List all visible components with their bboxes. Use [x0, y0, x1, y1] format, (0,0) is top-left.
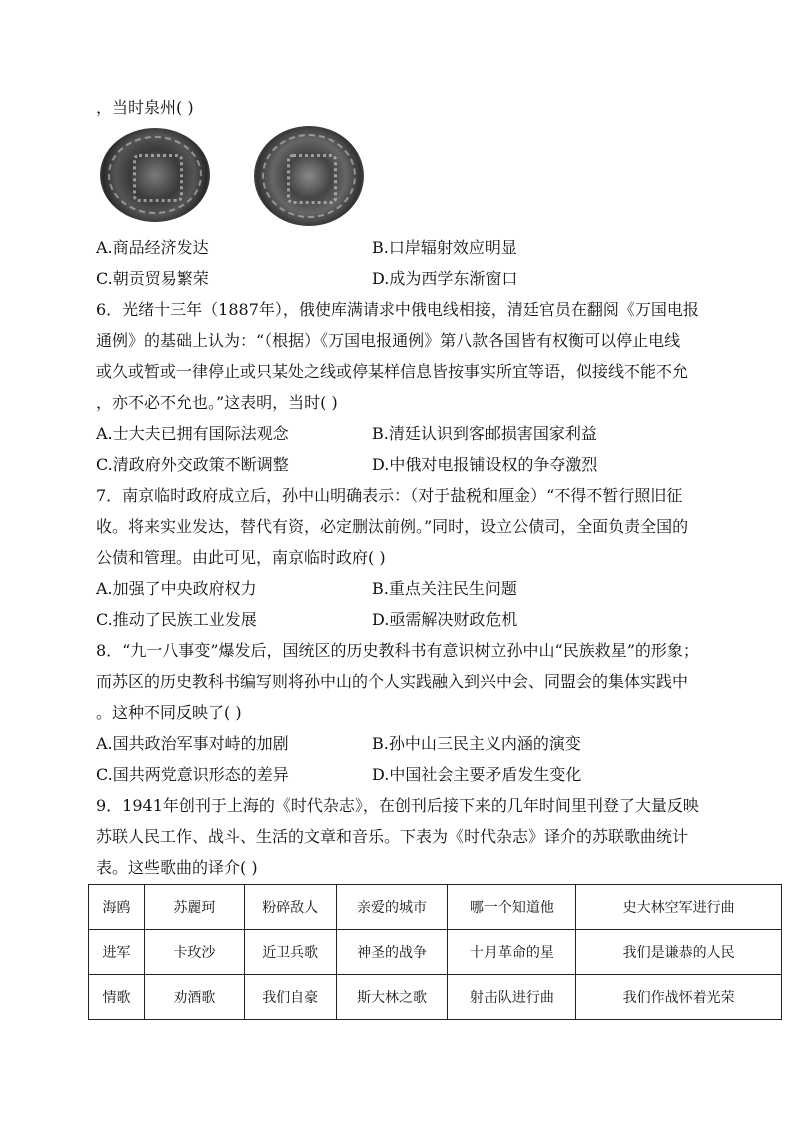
q6-option-d[interactable]: D.中俄对电报铺设权的争夺激烈 [372, 455, 598, 474]
q9-stem-line-3: 表。这些歌曲的译介( ) [96, 858, 258, 877]
table-cell: 射击队进行曲 [448, 975, 576, 1020]
q7-option-b[interactable]: B.重点关注民生问题 [372, 579, 517, 598]
coin-image-2 [254, 126, 364, 226]
table-cell: 劝酒歌 [144, 975, 244, 1020]
table-cell: 十月革命的星 [448, 930, 576, 975]
q7-option-c[interactable]: C.推动了民族工业发展 [96, 610, 257, 629]
table-cell: 海鸥 [89, 885, 145, 930]
coin-image-1 [100, 128, 210, 222]
q8-option-b[interactable]: B.孙中山三民主义内涵的演变 [372, 734, 581, 753]
soviet-songs-table [88, 884, 782, 1020]
q6-stem-line-2: 通例》的基础上认为：“（根据）《万国电报通例》第八款各国皆有权衡可以停止电线 [96, 331, 681, 350]
q5-option-c[interactable]: C.朝贡贸易繁荣 [96, 269, 209, 288]
q9-stem-line-2: 苏联人民工作、战斗、生活的文章和音乐。下表为《时代杂志》译介的苏联歌曲统计 [96, 827, 689, 846]
table-cell: 亲爱的城市 [336, 885, 448, 930]
q6-option-b[interactable]: B.清廷认识到客邮损害国家利益 [372, 424, 597, 443]
table-cell: 粉碎敌人 [244, 885, 336, 930]
table-cell: 近卫兵歌 [244, 930, 336, 975]
q8-stem-line-2: 而苏区的历史教科书编写则将孙中山的个人实践融入到兴中会、同盟会的集体实践中 [96, 672, 689, 691]
q6-option-a[interactable]: A.士大夫已拥有国际法观念 [96, 424, 289, 443]
q5-stem-tail: ，当时泉州( ) [96, 98, 194, 117]
q5-option-b[interactable]: B.口岸辐射效应明显 [372, 238, 517, 257]
table-row [89, 930, 782, 975]
q8-stem-line-3: 。这种不同反映了( ) [96, 703, 242, 722]
q6-stem-line-1: 6．光绪十三年（1887年），俄使库满请求中俄电线相接，清廷官员在翻阅《万国电报 [96, 300, 699, 319]
q8-stem-line-1: 8．“九一八事变”爆发后，国统区的历史教科书有意识树立孙中山“民族救星”的形象； [96, 641, 699, 660]
table-cell: 斯大林之歌 [336, 975, 448, 1020]
table-cell: 情歌 [89, 975, 145, 1020]
table-cell: 神圣的战争 [336, 930, 448, 975]
q5-option-d[interactable]: D.成为西学东渐窗口 [372, 269, 518, 288]
q8-option-a[interactable]: A.国共政治军事对峙的加剧 [96, 734, 289, 753]
table-cell: 苏麗珂 [144, 885, 244, 930]
q6-option-c[interactable]: C.清政府外交政策不断调整 [96, 455, 289, 474]
table-row [89, 885, 782, 930]
table-cell: 我们自豪 [244, 975, 336, 1020]
table-cell: 史大林空军进行曲 [576, 885, 782, 930]
q6-stem-line-3: 或久或暂或一律停止或只某处之线或停某样信息皆按事实所宜等语，似接线不能不允 [96, 362, 689, 381]
table-row [89, 975, 782, 1020]
q6-stem-line-4: ，亦不必不允也。”这表明，当时( ) [96, 393, 338, 412]
table-cell: 进军 [89, 930, 145, 975]
q8-option-d[interactable]: D.中国社会主要矛盾发生变化 [372, 765, 582, 784]
q9-stem-line-1: 9．1941年创刊于上海的《时代杂志》，在创刊后接下来的几年时间里刊登了大量反映 [96, 796, 699, 815]
q7-option-d[interactable]: D.亟需解决财政危机 [372, 610, 518, 629]
q8-option-c[interactable]: C.国共两党意识形态的差异 [96, 765, 289, 784]
q7-stem-line-1: 7．南京临时政府成立后，孙中山明确表示：（对于盐税和厘金）“不得不暂行照旧征 [96, 486, 683, 505]
q7-option-a[interactable]: A.加强了中央政府权力 [96, 579, 257, 598]
q7-stem-line-3: 公债和管理。由此可见，南京临时政府( ) [96, 548, 386, 567]
q7-stem-line-2: 收。将来实业发达，替代有资，必定删汰前例。”同时，设立公债司，全面负责全国的 [96, 517, 689, 536]
table-cell: 我们作战怀着光荣 [576, 975, 782, 1020]
table-cell: 我们是谦恭的人民 [576, 930, 782, 975]
table-cell: 哪一个知道他 [448, 885, 576, 930]
q5-option-a[interactable]: A.商品经济发达 [96, 238, 209, 257]
table-cell: 卡玫沙 [144, 930, 244, 975]
